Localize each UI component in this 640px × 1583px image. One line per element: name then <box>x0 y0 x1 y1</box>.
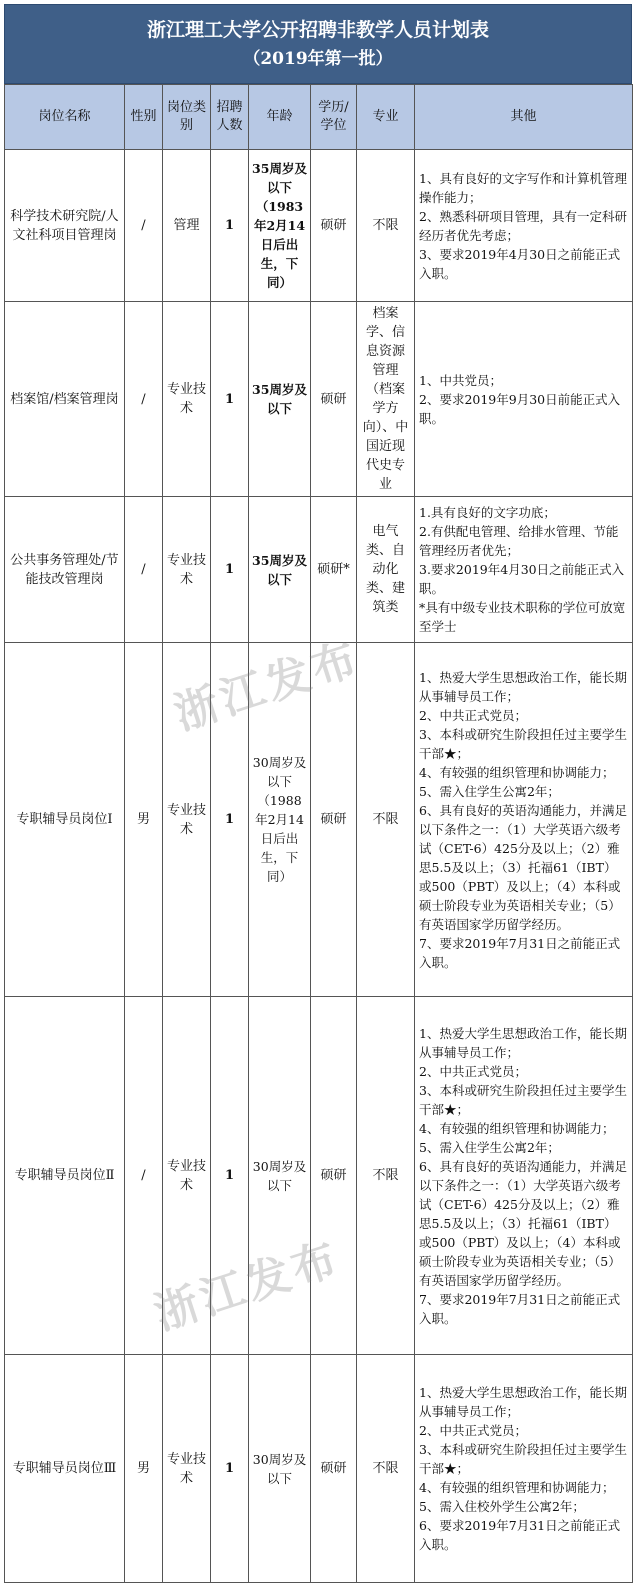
cell-age: 30周岁及以下（1988年2月14日后出生，下同） <box>249 643 311 997</box>
cell-degree: 硕研 <box>311 997 357 1355</box>
cell-other <box>415 643 633 997</box>
document <box>4 4 632 1583</box>
table-row <box>5 643 633 997</box>
requirement-item: 1、中共党员； <box>419 372 502 388</box>
watermark: 浙江发布 <box>148 1232 347 1341</box>
cell-count: 1 <box>211 1355 249 1583</box>
cell-gender: 男 <box>125 1355 163 1583</box>
requirement-item: 4、有较强的组织管理和协调能力； <box>419 1120 615 1136</box>
cell-age: 35周岁及以下 <box>249 302 311 497</box>
cell-other <box>415 997 633 1355</box>
cell-other <box>415 497 633 643</box>
requirement-item: 4、有较强的组织管理和协调能力； <box>419 764 615 780</box>
cell-major: 档案学、信息资源管理（档案学方向）、中国近现代史专业 <box>357 302 415 497</box>
header-gender: 性别 <box>125 85 163 150</box>
page-title: 浙江理工大学公开招聘非教学人员计划表 <box>146 19 489 41</box>
requirement-item: 2、要求2019年9月30日前能正式入职。 <box>419 391 621 426</box>
requirement-item: 1、热爱大学生思想政治工作，能长期从事辅导员工作； <box>419 1385 627 1419</box>
cell-count: 1 <box>211 997 249 1355</box>
cell-category: 专业技术 <box>163 643 211 997</box>
requirement-item: 3、本科或研究生阶段担任过主要学生干部★； <box>419 726 627 761</box>
requirement-item: 7、要求2019年7月31日之前能正式入职。 <box>419 935 621 970</box>
header-degree: 学历/学位 <box>311 85 357 150</box>
cell-age: 30周岁及以下 <box>249 1355 311 1583</box>
cell-position-name: 公共事务管理处/节能技改管理岗 <box>5 497 125 643</box>
requirement-item: 4、有较强的组织管理和协调能力； <box>419 1480 615 1495</box>
cell-gender: / <box>125 497 163 643</box>
cell-count: 1 <box>211 643 249 997</box>
cell-gender: / <box>125 997 163 1355</box>
header-major: 专业 <box>357 85 415 150</box>
cell-position-name: 专职辅导员岗位Ⅱ <box>5 997 125 1355</box>
cell-gender: 男 <box>125 643 163 997</box>
cell-other <box>415 1355 633 1583</box>
table-header-row <box>5 85 633 150</box>
watermark: 浙江发布 <box>168 632 367 741</box>
cell-other <box>415 302 633 497</box>
header-category: 岗位类别 <box>163 85 211 150</box>
cell-count: 1 <box>211 497 249 643</box>
requirement-item: 6、要求2019年7月31日之前能正式入职。 <box>419 1518 621 1552</box>
requirement-item: 1、热爱大学生思想政治工作，能长期从事辅导员工作； <box>419 1025 627 1060</box>
cell-major: 不限 <box>357 643 415 997</box>
cell-other <box>415 150 633 302</box>
requirement-item: 5、需入住学生公寓2年； <box>419 1139 560 1155</box>
cell-major: 电气类、自动化类、建筑类 <box>357 497 415 643</box>
requirement-item: 7、要求2019年7月31日之前能正式入职。 <box>419 1291 621 1326</box>
cell-position-name: 专职辅导员岗位Ⅲ <box>5 1355 125 1583</box>
cell-category: 管理 <box>163 150 211 302</box>
header-age: 年龄 <box>249 85 311 150</box>
cell-position-name: 档案馆/档案管理岗 <box>5 302 125 497</box>
cell-major: 不限 <box>357 1355 415 1583</box>
title-banner <box>4 4 632 84</box>
requirement-item: 2、熟悉科研项目管理，具有一定科研经历者优先考虑； <box>419 208 627 243</box>
cell-count: 1 <box>211 302 249 497</box>
requirement-item: 6、具有良好的英语沟通能力，并满足以下条件之一：（1）大学英语六级考试（CET-6）425分及以上；（2）雅思5.5及以上；（3）托福61（IBT）或500（PBT）及以上；（4）本科或硕士阶段专业为英语相关专业；（5）有英语国家学历留学经历。 <box>419 1158 627 1288</box>
table-row <box>5 997 633 1355</box>
cell-position-name: 科学技术研究院/人文社科项目管理岗 <box>5 150 125 302</box>
page-subtitle: （2019年第一批） <box>243 49 393 69</box>
cell-category: 专业技术 <box>163 302 211 497</box>
recruitment-table <box>4 84 633 1583</box>
cell-degree: 硕研 <box>311 150 357 302</box>
requirement-item: 3.要求2019年4月30日之前能正式入职。 <box>419 562 625 596</box>
requirement-item: *具有中级专业技术职称的学位可放宽至学士 <box>419 600 626 634</box>
requirement-item: 3、要求2019年4月30日之前能正式入职。 <box>419 246 621 281</box>
requirement-item: 2、中共正式党员； <box>419 707 527 723</box>
requirement-item: 5、需入住学生公寓2年； <box>419 783 560 799</box>
requirement-item: 1、具有良好的文字写作和计算机管理操作能力； <box>419 170 627 205</box>
table-row <box>5 1355 633 1583</box>
header-other: 其他 <box>415 85 633 150</box>
cell-position-name: 专职辅导员岗位Ⅰ <box>5 643 125 997</box>
header-count: 招聘人数 <box>211 85 249 150</box>
table-row <box>5 302 633 497</box>
requirement-item: 3、本科或研究生阶段担任过主要学生干部★； <box>419 1442 627 1476</box>
cell-gender: / <box>125 150 163 302</box>
cell-major: 不限 <box>357 150 415 302</box>
cell-major: 不限 <box>357 997 415 1355</box>
requirement-item: 5、需入住校外学生公寓2年； <box>419 1499 585 1514</box>
requirement-item: 2.有供配电管理、给排水管理、节能管理经历者优先； <box>419 524 619 558</box>
requirement-item: 1、热爱大学生思想政治工作，能长期从事辅导员工作； <box>419 669 627 704</box>
cell-gender: / <box>125 302 163 497</box>
header-name: 岗位名称 <box>5 85 125 150</box>
cell-category: 专业技术 <box>163 497 211 643</box>
cell-count: 1 <box>211 150 249 302</box>
cell-degree: 硕研 <box>311 643 357 997</box>
table-row <box>5 497 633 643</box>
cell-age: 30周岁及以下 <box>249 997 311 1355</box>
cell-age: 35周岁及以下（1983年2月14日后出生，下同） <box>249 150 311 302</box>
cell-category: 专业技术 <box>163 1355 211 1583</box>
requirement-item: 2、中共正式党员； <box>419 1063 527 1079</box>
requirement-item: 6、具有良好的英语沟通能力，并满足以下条件之一：（1）大学英语六级考试（CET-6）425分及以上；（2）雅思5.5及以上；（3）托福61（IBT）或500（PBT）及以上；（4）本科或硕士阶段专业为英语相关专业；（5）有英语国家学历留学经历。 <box>419 802 627 932</box>
table-row <box>5 150 633 302</box>
cell-age: 35周岁及以下 <box>249 497 311 643</box>
requirement-item: 3、本科或研究生阶段担任过主要学生干部★； <box>419 1082 627 1117</box>
requirement-item: 1.具有良好的文字功底； <box>419 505 556 520</box>
cell-degree: 硕研 <box>311 1355 357 1583</box>
cell-degree: 硕研* <box>311 497 357 643</box>
cell-degree: 硕研 <box>311 302 357 497</box>
requirement-item: 2、中共正式党员； <box>419 1423 527 1438</box>
cell-category: 专业技术 <box>163 997 211 1355</box>
